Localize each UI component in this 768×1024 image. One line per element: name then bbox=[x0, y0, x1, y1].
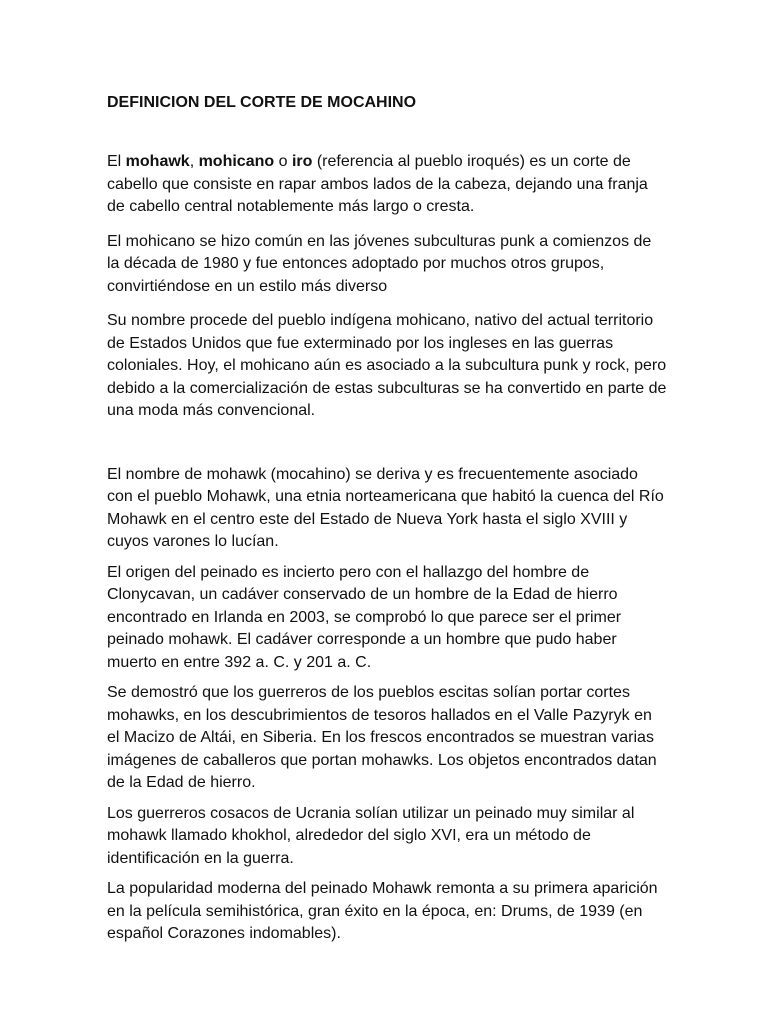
intro-text-start: El bbox=[107, 153, 126, 170]
paragraph-subculturas: El mohicano se hizo común en las jóvenes subculturas punk a comienzos de la década de 1980 y fue entonces adoptado por muchos otros grupos, convirtiéndose en un estilo más diverso bbox=[107, 232, 652, 295]
paragraph-cosacos: Los guerreros cosacos de Ucrania solían utilizar un peinado muy similar al mohawk llamado khokhol, alrededor del siglo XVI, era un método de identificación en la guerra. bbox=[107, 804, 635, 867]
paragraph-origen-nombre: Su nombre procede del pueblo indígena mohicano, nativo del actual territorio de Estados Unidos que fue exterminado por los ingleses en las guerras coloniales. Hoy, el mohicano aún es asociado a la subcultura punk y rock, pero debido a la comercialización de estas subculturas se ha convertido en parte de una moda más convencional. bbox=[107, 312, 667, 419]
document-body bbox=[107, 92, 667, 954]
term-mohawk: mohawk bbox=[125, 153, 190, 170]
intro-paragraph bbox=[107, 151, 667, 219]
document-title: DEFINICION DEL CORTE DE MOCAHINO bbox=[107, 94, 417, 111]
paragraph-pueblo-mohawk: El nombre de mohawk (mocahino) se deriva y es frecuentemente asociado con el pueblo Mohawk, una etnia norteamericana que habitó la cuenca del Río Mohawk en el centro este del Estado de Nueva York hasta el siglo XVIII y cuyos varones lo lucían. bbox=[107, 465, 664, 550]
paragraph-escitas: Se demostró que los guerreros de los pueblos escitas solían portar cortes mohawks, en los descubrimientos de tesoros hallados en el Valle Pazyryk en el Macizo de Altái, en Siberia. En los frescos encontrados se muestran varias imágenes de caballeros que portan mohawks. Los objetos encontrados datan de la Edad de hierro. bbox=[107, 684, 657, 791]
paragraph-popularidad: La popularidad moderna del peinado Mohawk remonta a su primera aparición en la película semihistórica, gran éxito en la época, en: Drums, de 1939 (en español Corazones indomables). bbox=[107, 880, 658, 942]
intro-separator-2: o bbox=[274, 153, 292, 170]
intro-text-rest: (referencia al pueblo iroqués) es un corte de cabello que consiste en rapar ambos lados de la cabeza, dejando una franja de cabello central notablemente más largo o cresta. bbox=[107, 153, 648, 215]
term-iro: iro bbox=[291, 153, 313, 170]
intro-separator-1: , bbox=[189, 153, 199, 170]
paragraph-clonycavan: El origen del peinado es incierto pero con el hallazgo del hombre de Clonycavan, un cadáver conservado de un hombre de la Edad de hierro encontrado en Irlanda en 2003, se comprobó lo que parece ser el primer peinado mohawk. El cadáver corresponde a un hombre que pudo haber muerto en entre 392 a. C. y 201 a. C. bbox=[107, 563, 622, 671]
term-mohicano: mohicano bbox=[198, 153, 275, 170]
